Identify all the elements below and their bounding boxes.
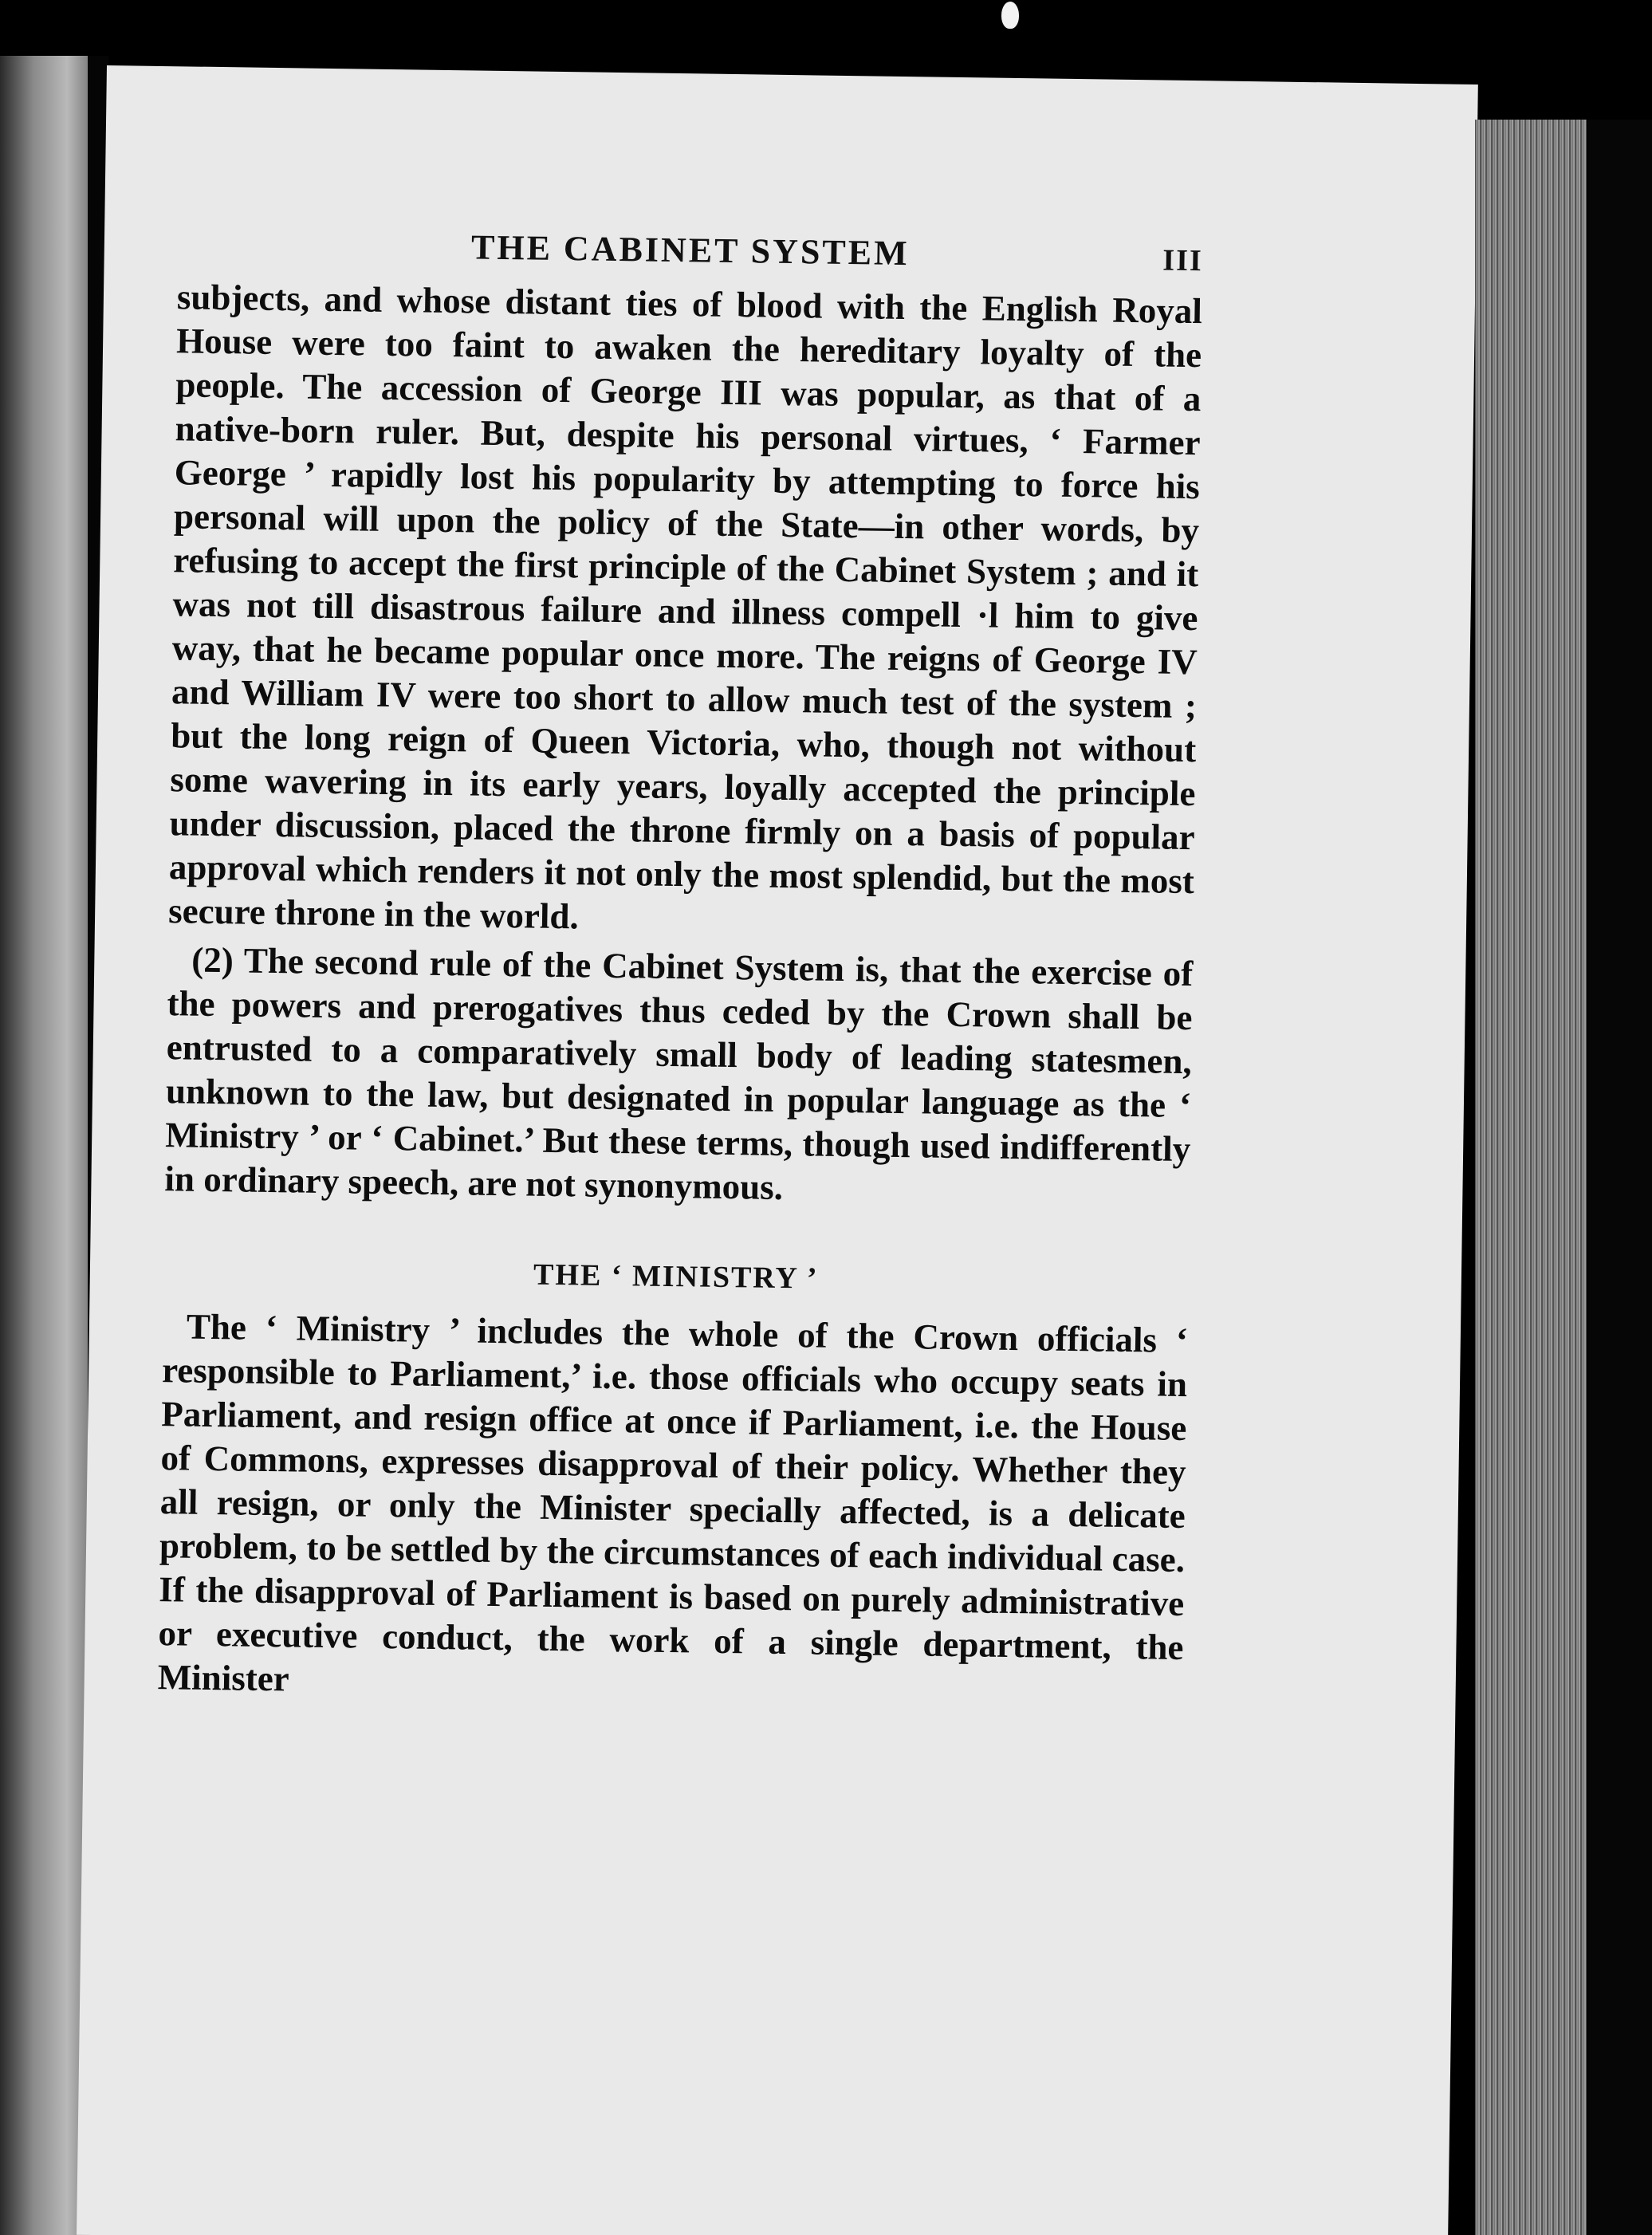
paragraph-2: (2) The second rule of the Cabinet System is, that the exercise of the powers and prerogatives thus ceded by the Crown shall be entrusted to a comparatively small body of leading statesmen, unknown to the law, but designated in popular language as the ‘ Ministry ’ or ‘ Cabinet.’ But these terms, though used indifferently in ordinary speech, are not synonymous. xyxy=(164,939,1194,1207)
running-head xyxy=(177,222,1203,285)
page-text-block xyxy=(157,222,1203,1714)
section-paragraph: The ‘ Ministry ’ includes the whole of the Crown officials ‘ responsible to Parliament,’ i.e. those officials who occupy seats in Parliament, and resign office at once if Parliament, i.e. the House of Commons, expresses disapproval of their policy. Whether they all resign, or only the Minister specially affected, is a delicate problem, to be settled by the circumstances of each individual case. If the disapproval of Parliament is based on purely administrative or executive conduct, the work of a single department, the Minister xyxy=(157,1306,1189,1699)
fore-edge-pages xyxy=(1475,120,1595,2235)
book-page xyxy=(77,65,1478,2235)
scanner-clip-mark xyxy=(1001,2,1019,29)
fore-edge-shadow xyxy=(1587,120,1652,2235)
running-title: THE CABINET SYSTEM xyxy=(470,227,910,273)
paragraph-1: subjects, and whose distant ties of blood with the English Royal House were too faint to awaken the hereditary loyalty of the people. The accession of George III was popular, as that of a native-born ruler. But, despite his personal virtues, ‘ Farmer George ’ rapidly lost his popularity by attempting to force his personal will upon the policy of the State—in other words, by refusing to accept the first principle of the Cabinet System ; and it was not till disastrous failure and illness compell ·l him to give way, that he became popular once more. The reigns of George IV and William IV were too short to allow much test of the system ; but the long reign of Queen Victoria, who, though not without some wavering in its early years, loyally accepted the principle under discussion, placed the throne firmly on a basis of popular approval which renders it not only the most splendid, but the most secure throne in the world. xyxy=(167,277,1203,937)
page-number: III xyxy=(1162,243,1204,278)
section-heading: THE ‘ MINISTRY ’ xyxy=(533,1257,819,1296)
